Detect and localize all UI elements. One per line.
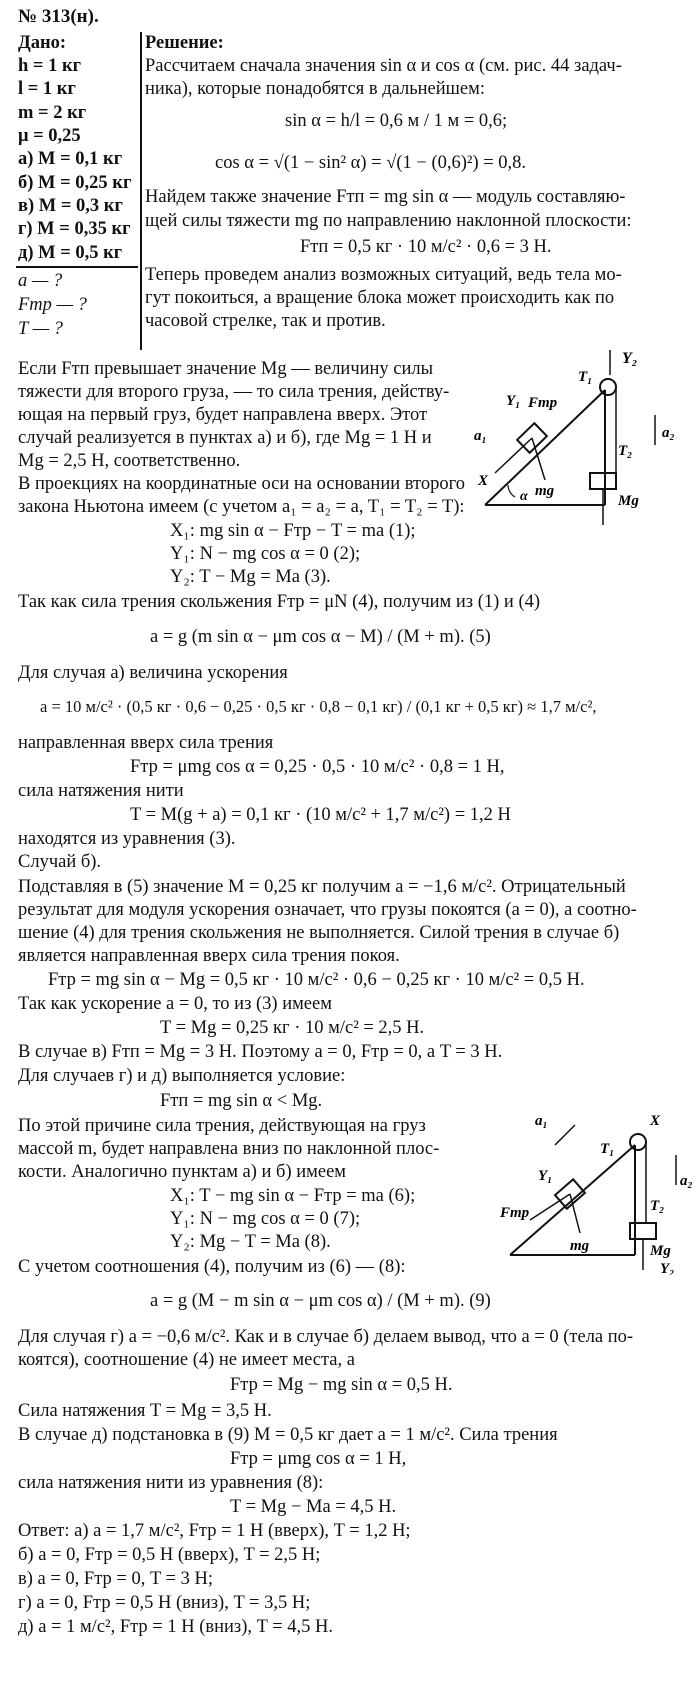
given-title: Дано: [18, 33, 67, 53]
equation: Fтр = mg sin α − Mg = 0,5 кг · 10 м/с² · 0,6 − 0,25 кг · 10 м/с² = 0,5 Н. [48, 970, 585, 990]
solution-line: ника), которые понадобятся в дальнейшем: [145, 79, 485, 99]
fig1-label: Fтр [528, 395, 558, 411]
hanging-block [590, 473, 616, 489]
body-line: сила натяжения нити из уравнения (8): [18, 1473, 324, 1493]
body-line: шение (4) для трения скольжения не выполняется. Силой трения в случае б) [18, 923, 620, 943]
fig1-label: Mg [618, 493, 639, 509]
solution-line: щей силы тяжести mg по направлению наклонной плоскости: [145, 211, 632, 231]
body-line: С учетом соотношения (4), получим из (6) — (8): [18, 1257, 406, 1277]
given-item: г) M = 0,35 кг [18, 219, 131, 239]
answer-line: г) a = 0, Fтр = 0,5 Н (вниз), T = 3,5 Н; [18, 1593, 311, 1613]
equation: Fтр = Mg − mg sin α = 0,5 Н. [230, 1375, 453, 1395]
fig1-label: a₁ [474, 428, 487, 444]
equation: Fтр = μmg cos α = 1 Н, [230, 1449, 407, 1469]
answer-line: в) a = 0, Fтр = 0, T = 3 Н; [18, 1569, 213, 1589]
body-line: закона Ньютона имеем (с учетом a₁ = a₂ = a, T₁ = T₂ = T): [18, 497, 465, 517]
formula-sin: sin α = h/l = 0,6 м / 1 м = 0,6; [285, 111, 508, 131]
formula-ftp: Fтп = 0,5 кг · 10 м/с² · 0,6 = 3 Н. [300, 237, 552, 257]
formula-9: a = g (M − m sin α − μm cos α) / (M + m). (9) [150, 1291, 491, 1311]
given-item: б) M = 0,25 кг [18, 173, 132, 193]
body-line: Mg = 2,5 Н, соответственно. [18, 451, 241, 471]
body-line: Для случая а) величина ускорения [18, 663, 288, 683]
fig1-label: T₂ [618, 443, 633, 459]
find-item: T — ? [18, 319, 63, 339]
body-line: кости. Аналогично пунктам а) и б) имеем [18, 1162, 346, 1182]
fig2-label: Y₁ [538, 1168, 553, 1184]
equation: X₁: mg sin α − Fтр − T = ma (1); [170, 521, 416, 541]
body-line: Так как сила трения скольжения Fтр = μN (4), получим из (1) и (4) [18, 592, 541, 612]
solution-title: Решение: [145, 33, 224, 53]
equation: Y₂: Mg − T = Ma (8). [170, 1232, 331, 1252]
pulley-icon [630, 1134, 646, 1150]
body-line: массой m, будет направлена вниз по наклонной плос- [18, 1139, 440, 1159]
fig1-label: mg [535, 483, 555, 499]
body-line: Для случаев г) и д) выполняется условие: [18, 1066, 346, 1086]
given-item: д) M = 0,5 кг [18, 243, 123, 263]
given-item: m = 2 кг [18, 103, 87, 123]
fig2-label: Mg [650, 1243, 671, 1259]
problem-number: № 313(н). [18, 6, 99, 27]
body-line: сила натяжения нити [18, 781, 184, 801]
solution-line: Найдем также значение Fтп = mg sin α — модуль составляю- [145, 187, 626, 207]
answer-line: Ответ: а) a = 1,7 м/с², Fтр = 1 Н (вверх), T = 1,2 Н; [18, 1521, 411, 1541]
formula-cos: cos α = √(1 − sin² α) = √(1 − (0,6)²) = 0,8. [215, 153, 527, 173]
body-line: является направленная вверх сила трения покоя. [18, 946, 400, 966]
body-line: В проекциях на координатные оси на основании второго [18, 474, 465, 494]
body-line: В случае д) подстановка в (9) M = 0,5 кг дает a = 1 м/с². Сила трения [18, 1425, 558, 1445]
given-item: в) M = 0,3 кг [18, 196, 123, 216]
equation: T = Mg − Ma = 4,5 Н. [230, 1497, 397, 1517]
body-line: находятся из уравнения (3). [18, 829, 236, 849]
formula-5: a = g (m sin α − μm cos α − M) / (M + m). (5) [150, 627, 491, 647]
solution-line: часовой стрелке, так и против. [145, 311, 386, 331]
given-item: h = 1 кг [18, 56, 82, 76]
fig1-label: Y₁ [506, 393, 521, 409]
figure-1-incline [470, 345, 700, 535]
equation: Y₁: N − mg cos α = 0 (2); [170, 544, 361, 564]
body-line: результат для модуля ускорения означает, что грузы покоятся (a = 0), а соотно- [18, 900, 637, 920]
equation: Y₁: N − mg cos α = 0 (7); [170, 1209, 361, 1229]
fig2-label: a₂ [680, 1173, 693, 1189]
body-line: По этой причине сила трения, действующая на груз [18, 1116, 426, 1136]
fig2-label: T₂ [650, 1198, 665, 1214]
solution-line: Рассчитаем сначала значения sin α и cos α (см. рис. 44 задач- [145, 56, 622, 76]
fig2-label: Y₂ [660, 1261, 675, 1275]
body-line: Для случая г) a = −0,6 м/с². Как и в случае б) делаем вывод, что a = 0 (тела по- [18, 1327, 634, 1347]
fig2-label: Fтр [500, 1205, 530, 1221]
pulley-icon [600, 379, 616, 395]
equation: T = Mg = 0,25 кг · 10 м/с² = 2,5 Н. [160, 1018, 425, 1038]
body-line: случай реализуется в пунктах а) и б), где Mg = 1 Н и [18, 428, 432, 448]
given-item: а) M = 0,1 кг [18, 149, 123, 169]
equation: Fтп = mg sin α < Mg. [160, 1091, 323, 1111]
fig2-label: mg [570, 1238, 590, 1254]
fig2-label: T₁ [600, 1141, 615, 1157]
fig1-label: a₂ [662, 425, 675, 441]
given-item: l = 1 кг [18, 79, 76, 99]
body-line: Подставляя в (5) значение M = 0,25 кг получим a = −1,6 м/с². Отрицательный [18, 877, 626, 897]
equation: Fтр = μmg cos α = 0,25 · 0,5 · 10 м/с² · 0,8 = 1 Н, [130, 757, 505, 777]
body-line: коятся), соотношение (4) не имеет места, а [18, 1350, 355, 1370]
body-line: Так как ускорение a = 0, то из (3) имеем [18, 994, 332, 1014]
fig1-label: α [520, 489, 528, 504]
body-line: направленная вверх сила трения [18, 733, 274, 753]
fig1-label: Y₂ [622, 350, 638, 367]
fig2-label: X [650, 1113, 661, 1129]
equation: T = M(g + a) = 0,1 кг · (10 м/с² + 1,7 м/с²) = 1,2 Н [130, 805, 511, 825]
given-item: μ = 0,25 [18, 126, 81, 146]
equation: X₁: T − mg sin α − Fтр = ma (6); [170, 1186, 416, 1206]
body-line: ющая на первый груз, будет направлена вверх. Этот [18, 405, 428, 425]
hanging-block [630, 1223, 656, 1239]
given-divider [16, 266, 138, 268]
body-line: В случае в) Fтп = Mg = 3 Н. Поэтому a = 0, Fтр = 0, а T = 3 Н. [18, 1042, 503, 1062]
body-line: Случай б). [18, 852, 102, 872]
figure-2-incline [500, 1105, 700, 1275]
solution-line: Теперь проведем анализ возможных ситуаций, ведь тела мо- [145, 265, 622, 285]
equation: Y₂: T − Mg = Ma (3). [170, 567, 331, 587]
solution-line: гут покоиться, а вращение блока может происходить как по [145, 288, 615, 308]
find-item: a — ? [18, 271, 63, 291]
fig1-label: X [478, 473, 489, 489]
body-line: Сила натяжения T = Mg = 3,5 Н. [18, 1401, 272, 1421]
given-separator [140, 32, 142, 350]
fig2-label: a₁ [535, 1113, 548, 1129]
answer-line: б) a = 0, Fтр = 0,5 Н (вверх), T = 2,5 Н; [18, 1545, 321, 1565]
find-item: Fтр — ? [18, 295, 87, 315]
fig1-label: T₁ [578, 369, 593, 385]
formula-a-case: a = 10 м/с² · (0,5 кг · 0,6 − 0,25 · 0,5 кг · 0,8 − 0,1 кг) / (0,1 кг + 0,5 кг) ≈ 1,7 м/с², [40, 697, 597, 716]
body-line: Если Fтп превышает значение Mg — величину силы [18, 359, 434, 379]
answer-line: д) a = 1 м/с², Fтр = 1 Н (вниз), T = 4,5 Н. [18, 1617, 334, 1637]
body-line: тяжести для второго груза, — то сила трения, действу- [18, 382, 450, 402]
